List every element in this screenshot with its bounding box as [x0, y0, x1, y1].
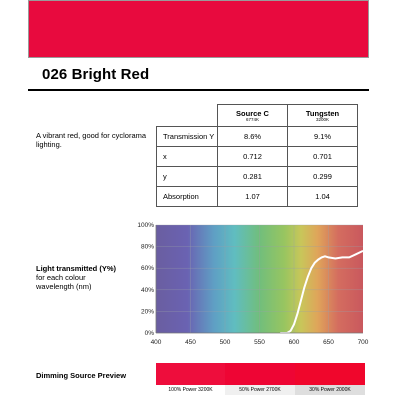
y-tick-label: 40% — [140, 286, 154, 294]
spec-corner-cell — [157, 105, 218, 127]
dimming-label: 100% Power 3200K — [156, 385, 225, 395]
y-tick-labels — [137, 222, 154, 337]
dimming-preview-30 — [295, 363, 365, 393]
spec-row — [157, 187, 358, 207]
dimming-preview-50 — [225, 363, 295, 393]
y-tick-label: 80% — [140, 243, 154, 251]
spec-row-label: y — [157, 167, 218, 187]
x-tick-label: 550 — [254, 339, 265, 346]
transmission-chart — [128, 218, 372, 348]
spec-row-label: Transmission Y — [157, 127, 218, 147]
dimming-swatch — [156, 363, 225, 385]
x-tick-label: 500 — [219, 339, 231, 346]
x-tick-label: 400 — [150, 339, 162, 346]
light-transmitted-subtitle: for each colour wavelength (nm) — [36, 273, 92, 291]
filter-description: A vibrant red, good for cyclorama lighting. — [36, 131, 147, 149]
spec-value-tungsten: 0.299 — [288, 167, 358, 187]
dimming-title: Dimming Source Preview — [36, 371, 127, 380]
spec-value-tungsten: 1.04 — [288, 187, 358, 207]
x-tick-label: 600 — [288, 339, 300, 346]
spec-header-row — [157, 105, 358, 127]
spec-row — [157, 127, 358, 147]
x-tick-label: 450 — [185, 339, 196, 346]
spec-header-tungsten — [288, 105, 358, 127]
dimming-swatch — [225, 363, 295, 385]
spec-header-kelvin: 3200K — [315, 116, 329, 122]
dimming-label: 50% Power 2700K — [225, 385, 295, 395]
y-tick-label: 0% — [144, 330, 154, 337]
y-tick-label: 100% — [137, 222, 154, 229]
spec-header-source-c — [218, 105, 288, 127]
spec-value-source-c: 0.712 — [218, 147, 288, 167]
spec-row-label: x — [157, 147, 218, 167]
spec-value-source-c: 0.281 — [218, 167, 288, 187]
x-tick-label: 700 — [357, 339, 369, 346]
spec-header-label: Source C — [236, 108, 269, 118]
spec-row — [157, 167, 358, 187]
spec-table — [156, 104, 358, 207]
dimming-label: 30% Power 2000K — [295, 385, 365, 395]
spec-row-label: Absorption — [157, 187, 218, 207]
x-tick-labels — [151, 339, 369, 346]
spec-header-label: Tungsten — [305, 108, 340, 118]
filter-title: 026 Bright Red — [42, 66, 150, 83]
spec-value-tungsten: 9.1% — [288, 127, 358, 147]
spec-row — [157, 147, 358, 167]
title-divider — [28, 89, 369, 91]
light-transmitted-title: Light transmitted (Y%) — [36, 264, 116, 273]
y-tick-label: 20% — [140, 308, 154, 316]
x-tick-label: 650 — [323, 339, 334, 346]
dimming-preview-100 — [156, 363, 225, 393]
spec-header-kelvin: 6774K — [245, 116, 259, 122]
spec-value-source-c: 8.6% — [218, 127, 288, 147]
y-tick-label: 60% — [140, 265, 154, 273]
filter-color-swatch — [28, 0, 369, 58]
spec-value-source-c: 1.07 — [218, 187, 288, 207]
dimming-swatch — [295, 363, 365, 385]
spec-value-tungsten: 0.701 — [288, 147, 358, 167]
